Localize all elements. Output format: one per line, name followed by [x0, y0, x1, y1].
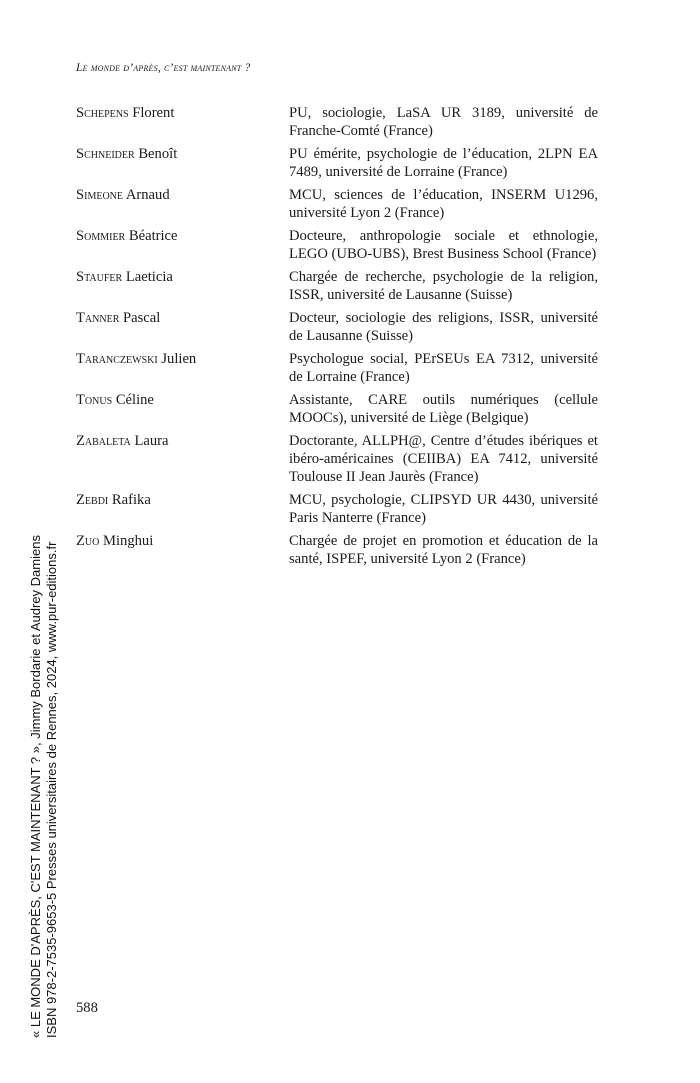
contributor-given-name: Florent	[132, 105, 175, 121]
running-title: Le monde d’après, c’est maintenant ?	[76, 62, 251, 74]
contributor-affiliation: Chargée de projet en promotion et éducation de la santé, ISPEF, université Lyon 2 (France)	[289, 533, 598, 567]
contributor-affiliation: Doctorante, ALLPH@, Centre d’études ibériques et ibéro-américaines (CEIIBA) EA 7412, université Toulouse II Jean Jaurès (France)	[289, 433, 598, 485]
contributor-affiliation: Assistante, CARE outils numériques (cellule MOOCs), université de Liège (Belgique)	[289, 392, 598, 426]
contributor-name	[76, 268, 281, 286]
contributor-given-name: Laura	[134, 433, 169, 449]
contributor-affiliation: Docteur, sociologie des religions, ISSR, université de Lausanne (Suisse)	[289, 310, 598, 344]
contributor-row	[76, 268, 598, 304]
contributor-surname: Zuo	[76, 533, 100, 549]
contributor-given-name: Pascal	[123, 310, 161, 326]
contributor-given-name: Benoît	[138, 146, 178, 162]
contributor-given-name: Laeticia	[125, 269, 173, 285]
contributor-name	[76, 227, 281, 245]
contributor-surname: Zabaleta	[76, 433, 131, 449]
contributor-name	[76, 104, 281, 122]
contributor-given-name: Rafika	[111, 492, 151, 508]
contributor-surname: Taranczewski	[76, 351, 158, 367]
contributor-name	[76, 309, 281, 327]
contributor-surname: Staufer	[76, 269, 123, 285]
contributor-surname: Schepens	[76, 105, 129, 121]
contributor-affiliation: Psychologue social, PErSEUs EA 7312, université de Lorraine (France)	[289, 351, 598, 385]
contributor-row	[76, 491, 598, 527]
contributor-surname: Sommier	[76, 228, 126, 244]
contributor-surname: Simeone	[76, 187, 123, 203]
side-credit	[28, 478, 59, 1038]
contributor-name	[76, 491, 281, 509]
contributor-row	[76, 227, 598, 263]
contributor-given-name: Minghui	[103, 533, 154, 549]
contributor-row	[76, 391, 598, 427]
contributor-affiliation: Chargée de recherche, psychologie de la religion, ISSR, université de Lausanne (Suisse)	[289, 269, 598, 303]
contributor-affiliation: MCU, psychologie, CLIPSYD UR 4430, université Paris Nanterre (France)	[289, 492, 598, 526]
contributor-given-name: Julien	[161, 351, 197, 367]
contributor-affiliation: MCU, sciences de l’éducation, INSERM U1296, université Lyon 2 (France)	[289, 187, 598, 221]
contributor-surname: Tanner	[76, 310, 120, 326]
contributor-affiliation: PU, sociologie, LaSA UR 3189, université de Franche-Comté (France)	[289, 105, 598, 139]
side-credit-line-1: « LE MONDE D'APRÈS, C'EST MAINTENANT ? », Jimmy Bordarie et Audrey Damiens	[28, 535, 43, 1038]
contributor-name	[76, 432, 281, 450]
contributor-row	[76, 309, 598, 345]
contributor-affiliation: Docteure, anthropologie sociale et ethnologie, LEGO (UBO-UBS), Brest Business School (France)	[289, 228, 598, 262]
contributor-given-name: Céline	[115, 392, 154, 408]
contributor-surname: Zebdi	[76, 492, 109, 508]
contributor-surname: Schneider	[76, 146, 135, 162]
contributor-list	[76, 104, 598, 573]
side-credit-line-2: ISBN 978-2-7535-9653-5 Presses universitaires de Rennes, 2024, www.pur-editions.fr	[43, 541, 59, 1038]
contributor-affiliation: PU émérite, psychologie de l’éducation, 2LPN EA 7489, université de Lorraine (France)	[289, 146, 598, 180]
contributor-row	[76, 432, 598, 486]
contributor-given-name: Arnaud	[125, 187, 170, 203]
contributor-name	[76, 186, 281, 204]
contributor-given-name: Béatrice	[128, 228, 178, 244]
contributor-name	[76, 532, 281, 550]
contributor-row	[76, 532, 598, 568]
contributor-row	[76, 186, 598, 222]
contributor-row	[76, 350, 598, 386]
contributor-surname: Tonus	[76, 392, 113, 408]
contributor-name	[76, 350, 281, 368]
page-number: 588	[76, 1000, 98, 1016]
contributor-row	[76, 104, 598, 140]
contributor-row	[76, 145, 598, 181]
running-head	[76, 62, 250, 74]
contributor-name	[76, 391, 281, 409]
contributor-name	[76, 145, 281, 163]
